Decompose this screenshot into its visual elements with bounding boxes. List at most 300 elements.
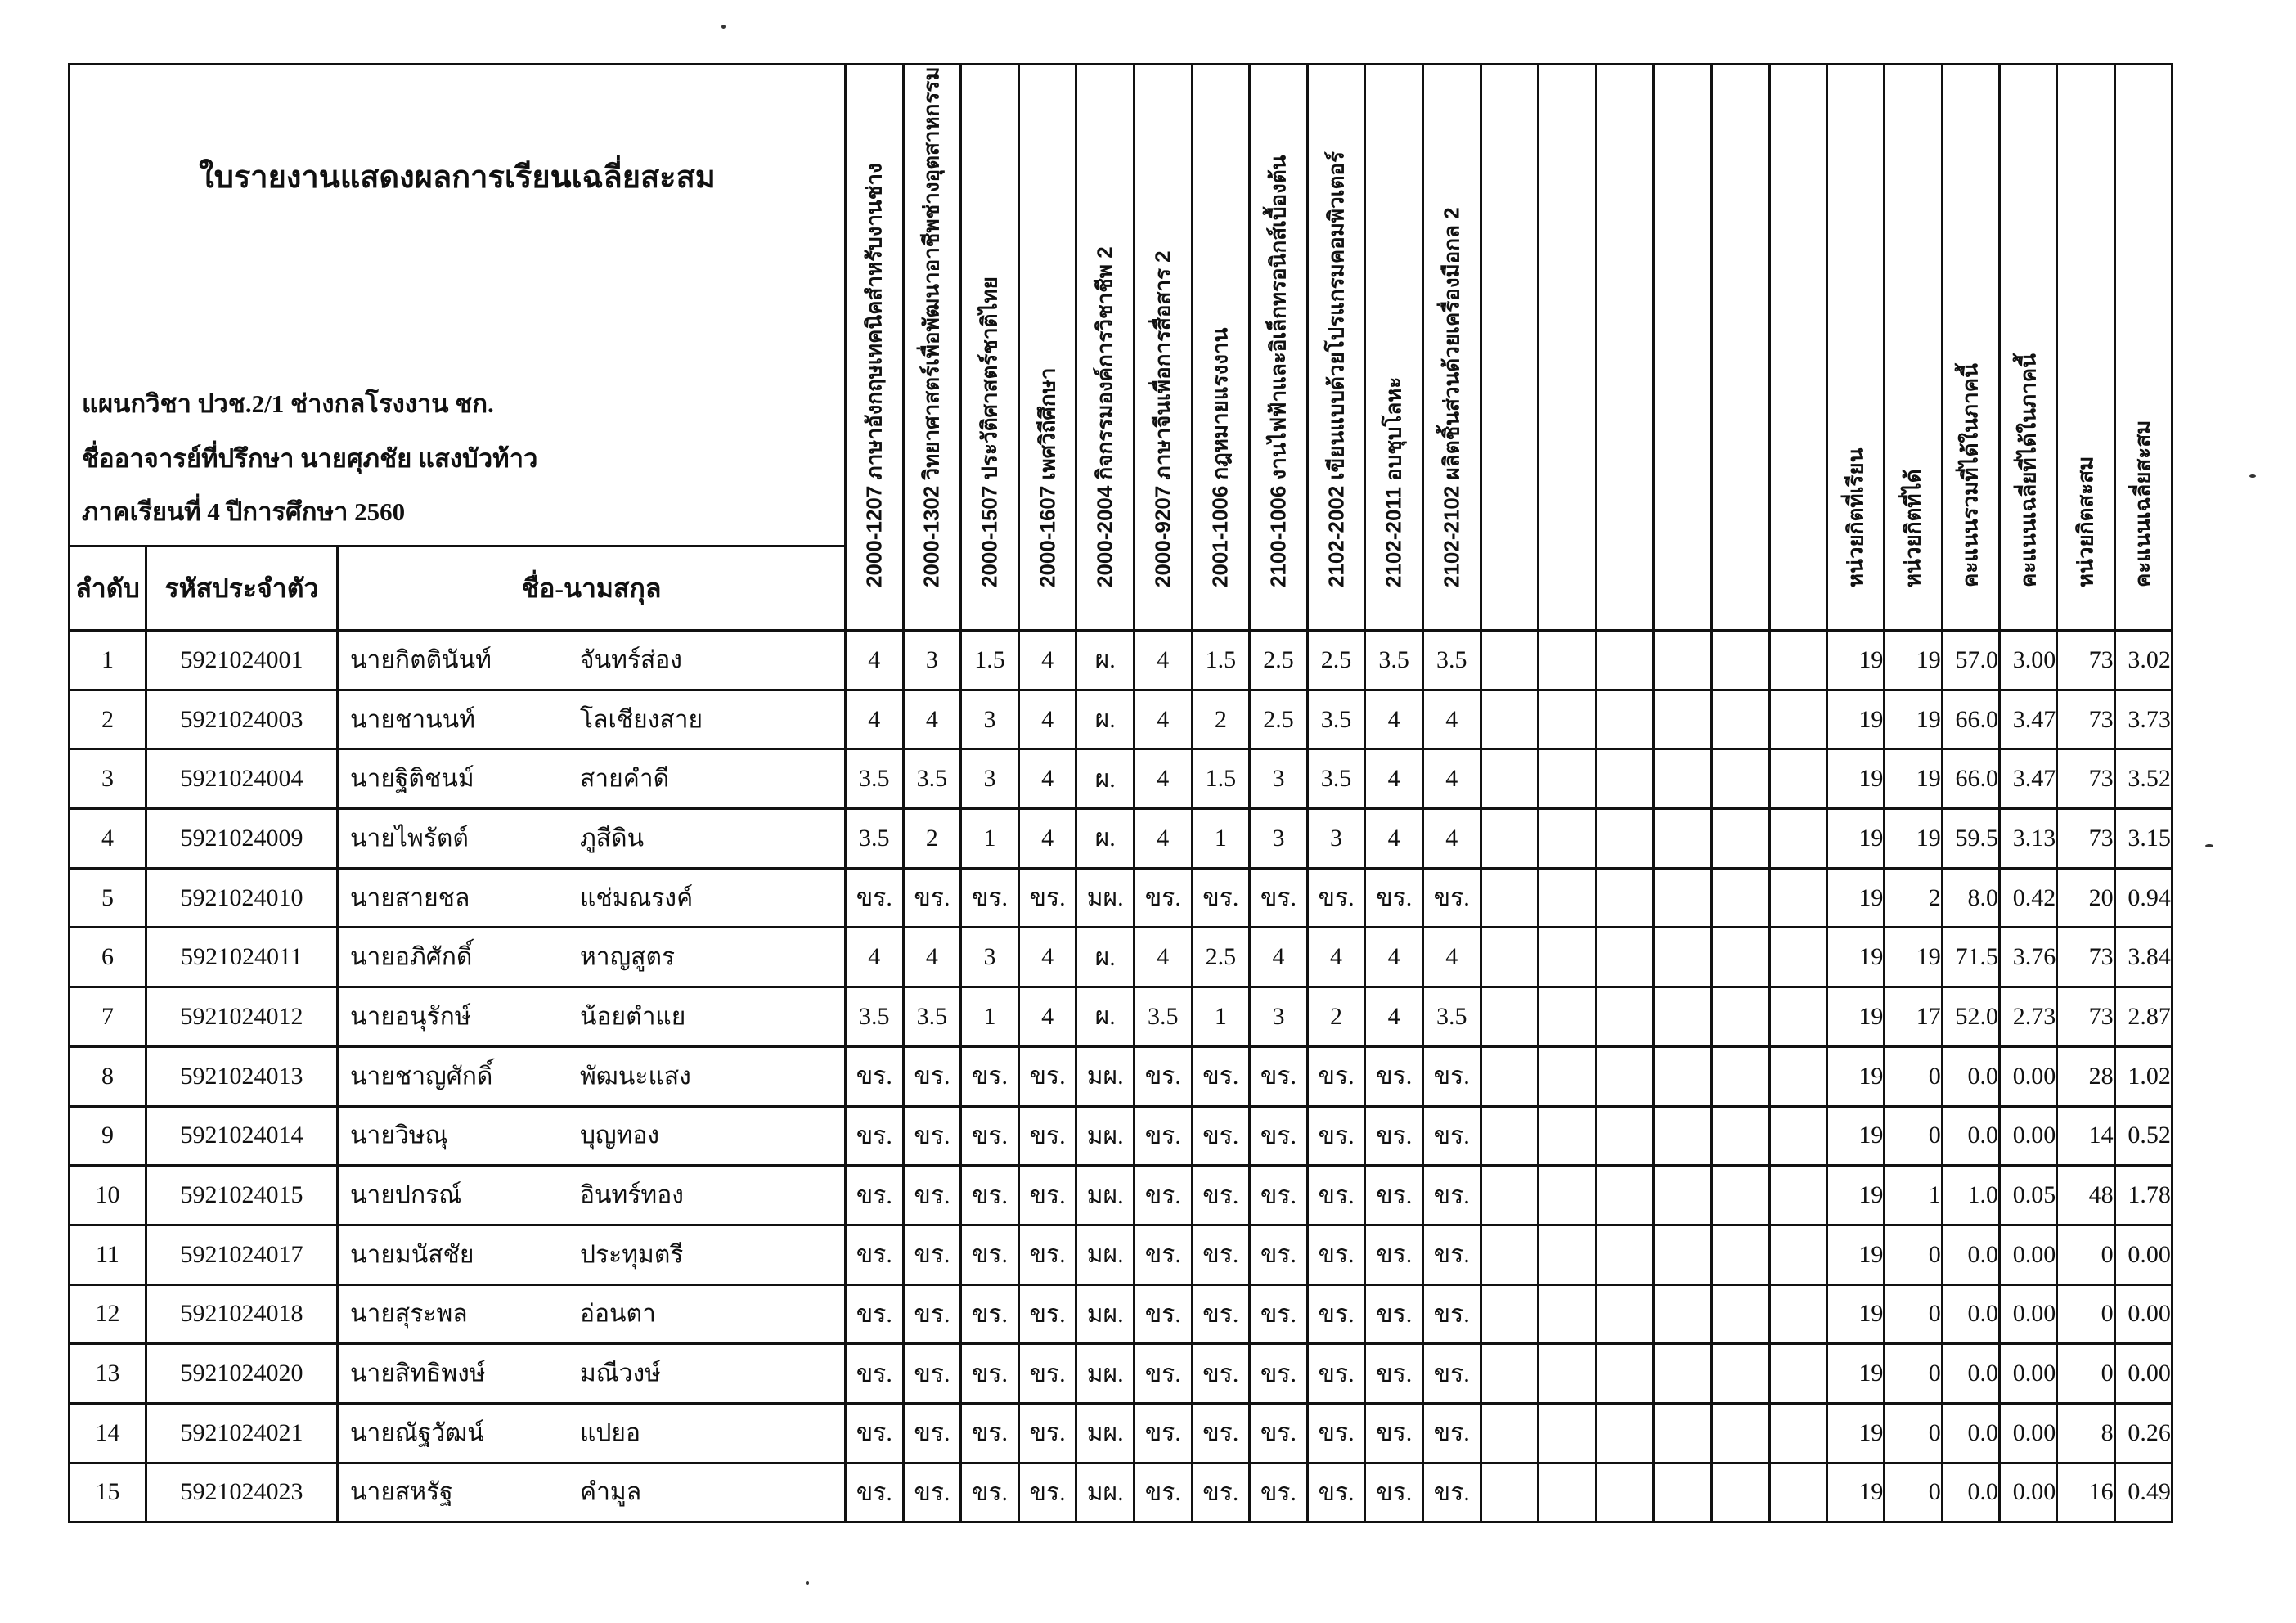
summary-cell: 14 <box>2057 1106 2114 1166</box>
subject-header-label: 2100-1006 งานไฟฟ้าและอิเล็กทรอนิกส์เบื้องต้น <box>1265 155 1291 587</box>
grade-cell: ขร. <box>1134 1403 1192 1463</box>
grade-cell <box>1711 1106 1769 1166</box>
summary-cell: 19 <box>1885 749 1942 809</box>
last-name: โลเชียงสาย <box>580 706 703 734</box>
last-name: พัฒนะแสง <box>580 1063 691 1090</box>
order-cell: 14 <box>70 1403 146 1463</box>
term-line: ภาคเรียนที่ 4 ปีการศึกษา 2560 <box>82 497 406 526</box>
last-name: อ่อนตา <box>580 1300 656 1328</box>
subject-header-label: 2000-1507 ประวัติศาสตร์ชาติไทย <box>977 276 1002 587</box>
grade-cell: ผ. <box>1076 690 1135 749</box>
grade-cell: 1 <box>1192 987 1250 1047</box>
summary-cell: 3.15 <box>2114 809 2172 869</box>
subject-header <box>1307 65 1365 631</box>
grade-cell <box>1769 868 1827 928</box>
subject-header-label: 2102-2011 อบชุบโลหะ <box>1381 376 1406 587</box>
grade-cell <box>1711 928 1769 987</box>
name-cell <box>338 1344 846 1404</box>
summary-cell: 0 <box>1885 1225 1942 1284</box>
grade-cell: 1 <box>961 809 1019 869</box>
summary-cell: 0.0 <box>1942 1463 1999 1522</box>
grade-cell: ขร. <box>1422 1403 1480 1463</box>
grade-cell <box>1654 631 1712 690</box>
grade-cell: 4 <box>1365 928 1423 987</box>
subject-header <box>846 65 904 631</box>
grade-cell: ขร. <box>1192 1403 1250 1463</box>
student-row <box>70 631 2172 690</box>
summary-cell: 19 <box>1827 1344 1885 1404</box>
grade-cell: 3.5 <box>1307 690 1365 749</box>
subject-header-label: 2000-2004 กิจกรรมองค์การวิชาชีพ 2 <box>1092 246 1117 587</box>
summary-cell: 0.49 <box>2114 1463 2172 1522</box>
summary-header-label: คะแนนรวมที่ได้ในภาคนี้ <box>1957 363 1983 587</box>
summary-cell: 3.76 <box>1999 928 2056 987</box>
last-name: ประทุมตรี <box>580 1241 684 1269</box>
grade-cell <box>1769 987 1827 1047</box>
summary-cell: 19 <box>1827 987 1885 1047</box>
summary-cell: 0.0 <box>1942 1403 1999 1463</box>
grade-cell: ขร. <box>1365 1225 1423 1284</box>
student-row <box>70 928 2172 987</box>
grade-cell <box>1539 1344 1597 1404</box>
order-cell: 4 <box>70 809 146 869</box>
grade-cell: ขร. <box>903 1344 961 1404</box>
grade-cell: 4 <box>846 928 904 987</box>
student-row <box>70 749 2172 809</box>
student-row <box>70 1344 2172 1404</box>
summary-cell: 0 <box>2057 1284 2114 1344</box>
summary-cell: 66.0 <box>1942 749 1999 809</box>
order-cell: 6 <box>70 928 146 987</box>
grade-cell: ขร. <box>903 1463 961 1522</box>
grade-cell: 3.5 <box>1307 749 1365 809</box>
summary-cell: 19 <box>1827 1225 1885 1284</box>
subject-header-label: 2001-1006 กฎหมายแรงงาน <box>1207 327 1233 587</box>
subject-header <box>1250 65 1308 631</box>
summary-cell: 0 <box>1885 1106 1942 1166</box>
grade-cell <box>1596 1106 1654 1166</box>
grade-cell: ขร. <box>846 1046 904 1106</box>
grade-cell: ขร. <box>961 1463 1019 1522</box>
grade-cell <box>1480 868 1539 928</box>
grade-cell: ขร. <box>1250 868 1308 928</box>
grade-cell: 3 <box>961 928 1019 987</box>
student-row <box>70 1166 2172 1225</box>
order-cell: 9 <box>70 1106 146 1166</box>
subject-header <box>1422 65 1480 631</box>
grade-cell: ขร. <box>1134 1344 1192 1404</box>
grade-cell: 4 <box>1134 749 1192 809</box>
student-row <box>70 1046 2172 1106</box>
grade-cell: ขร. <box>1192 1106 1250 1166</box>
last-name: อินทร์ทอง <box>580 1181 684 1209</box>
grade-cell <box>1539 749 1597 809</box>
scan-speck <box>2205 844 2213 847</box>
summary-cell: 19 <box>1827 749 1885 809</box>
summary-cell: 3.13 <box>1999 809 2056 869</box>
grade-cell: ขร. <box>1134 1225 1192 1284</box>
student-row <box>70 690 2172 749</box>
student-id-cell: 5921024014 <box>146 1106 338 1166</box>
summary-cell: 1.02 <box>2114 1046 2172 1106</box>
subject-header-label: 2102-2002 เขียนแบบด้วยโปรแกรมคอมพิวเตอร์ <box>1323 151 1349 587</box>
grade-cell: 3 <box>1250 749 1308 809</box>
first-name: นายไพรัตต์ <box>350 825 469 852</box>
summary-cell: 0 <box>1885 1463 1942 1522</box>
grade-cell: 3.5 <box>1365 631 1423 690</box>
grade-cell <box>1769 1046 1827 1106</box>
grade-cell: ขร. <box>903 1403 961 1463</box>
grade-cell: ขร. <box>846 1344 904 1404</box>
grade-cell: 4 <box>903 928 961 987</box>
grade-cell: 4 <box>1018 987 1076 1047</box>
grade-cell: ขร. <box>1192 868 1250 928</box>
order-cell: 3 <box>70 749 146 809</box>
grade-cell: ขร. <box>903 1106 961 1166</box>
summary-cell: 0.26 <box>2114 1403 2172 1463</box>
student-id-cell: 5921024012 <box>146 987 338 1047</box>
grade-cell: ขร. <box>961 1166 1019 1225</box>
grade-cell <box>1769 1284 1827 1344</box>
grade-cell <box>1711 809 1769 869</box>
grade-cell <box>1769 1106 1827 1166</box>
summary-cell: 3.47 <box>1999 749 2056 809</box>
summary-cell: 73 <box>2057 749 2114 809</box>
student-row <box>70 868 2172 928</box>
first-name: นายชานนท์ <box>350 706 475 734</box>
subject-header <box>961 65 1019 631</box>
grade-cell: ขร. <box>846 868 904 928</box>
grade-cell: ขร. <box>846 1225 904 1284</box>
grade-cell <box>1480 928 1539 987</box>
grade-cell: 3.5 <box>846 987 904 1047</box>
grade-cell: ขร. <box>1250 1463 1308 1522</box>
grade-cell: 1.5 <box>1192 631 1250 690</box>
grade-cell <box>1654 1463 1712 1522</box>
grade-cell <box>1711 690 1769 749</box>
grade-cell: ผ. <box>1076 749 1135 809</box>
summary-cell: 52.0 <box>1942 987 1999 1047</box>
grade-cell: มผ. <box>1076 1463 1135 1522</box>
summary-cell: 19 <box>1827 868 1885 928</box>
grade-cell: 4 <box>1018 631 1076 690</box>
grade-report-table <box>68 63 2173 1523</box>
grade-cell: ขร. <box>961 1106 1019 1166</box>
first-name: นายปกรณ์ <box>350 1181 462 1209</box>
summary-cell: 8 <box>2057 1403 2114 1463</box>
student-id-cell: 5921024015 <box>146 1166 338 1225</box>
advisor-line: ชื่ออาจารย์ที่ปรึกษา นายศุภชัย แสงบัวท้าว <box>82 444 538 473</box>
grade-cell: 3 <box>1250 987 1308 1047</box>
subject-header <box>1018 65 1076 631</box>
grade-cell: ขร. <box>1134 868 1192 928</box>
subject-header <box>1539 65 1597 631</box>
name-cell <box>338 928 846 987</box>
last-name: แช่มณรงค์ <box>580 884 694 912</box>
summary-header-label: คะแนนเฉลี่ยที่ได้ในภาคนี้ <box>2015 353 2041 587</box>
summary-cell: 17 <box>1885 987 1942 1047</box>
grade-cell: 3 <box>961 690 1019 749</box>
grade-cell <box>1539 1106 1597 1166</box>
summary-cell: 0.00 <box>1999 1106 2056 1166</box>
summary-cell: 2.87 <box>2114 987 2172 1047</box>
last-name: มณีวงษ์ <box>580 1360 661 1387</box>
summary-cell: 19 <box>1827 1106 1885 1166</box>
subject-header <box>1192 65 1250 631</box>
grade-cell: 4 <box>1134 690 1192 749</box>
summary-cell: 3.02 <box>2114 631 2172 690</box>
grade-cell: 3 <box>903 631 961 690</box>
summary-cell: 0 <box>1885 1284 1942 1344</box>
grade-cell: ขร. <box>903 868 961 928</box>
summary-cell: 0.00 <box>1999 1284 2056 1344</box>
grade-cell <box>1480 987 1539 1047</box>
subject-header <box>1134 65 1192 631</box>
grade-cell: ขร. <box>1422 1166 1480 1225</box>
first-name: นายสหรัฐ <box>350 1478 453 1506</box>
student-id-cell: 5921024011 <box>146 928 338 987</box>
grade-cell: ขร. <box>961 1046 1019 1106</box>
grade-cell: ขร. <box>1018 1344 1076 1404</box>
student-row <box>70 809 2172 869</box>
summary-cell: 0.00 <box>1999 1046 2056 1106</box>
grade-cell <box>1480 1284 1539 1344</box>
grade-cell <box>1654 987 1712 1047</box>
grade-cell: ขร. <box>1018 1166 1076 1225</box>
grade-cell <box>1539 987 1597 1047</box>
summary-cell: 19 <box>1885 928 1942 987</box>
last-name: แปยอ <box>580 1419 640 1447</box>
grade-cell <box>1480 1403 1539 1463</box>
subject-header-label: 2000-1207 ภาษาอังกฤษเทคนิคสำหรับงานช่าง <box>861 163 887 587</box>
grade-cell: มผ. <box>1076 1344 1135 1404</box>
grade-cell: 3.5 <box>1422 631 1480 690</box>
grade-cell <box>1769 1166 1827 1225</box>
grade-cell <box>1711 631 1769 690</box>
summary-cell: 19 <box>1827 928 1885 987</box>
grade-cell: 3 <box>1307 809 1365 869</box>
summary-cell: 3.73 <box>2114 690 2172 749</box>
grade-cell <box>1596 631 1654 690</box>
name-cell <box>338 1403 846 1463</box>
grade-cell: ขร. <box>1250 1344 1308 1404</box>
grade-cell <box>1654 1344 1712 1404</box>
first-name: นายณัฐวัฒน์ <box>350 1419 484 1447</box>
grade-cell: ขร. <box>903 1046 961 1106</box>
summary-cell: 0 <box>1885 1403 1942 1463</box>
subject-header <box>1076 65 1135 631</box>
grade-cell <box>1654 1225 1712 1284</box>
grade-cell <box>1596 749 1654 809</box>
student-id-cell: 5921024013 <box>146 1046 338 1106</box>
student-row <box>70 1106 2172 1166</box>
grade-cell: ขร. <box>1307 1344 1365 1404</box>
summary-cell: 0.00 <box>2114 1344 2172 1404</box>
grade-cell: ขร. <box>1192 1046 1250 1106</box>
grade-cell: ขร. <box>1365 1463 1423 1522</box>
name-cell <box>338 631 846 690</box>
order-header: ลำดับ <box>70 546 146 631</box>
grade-cell <box>1711 868 1769 928</box>
last-name: น้อยตำแย <box>580 1003 686 1031</box>
subject-header <box>1711 65 1769 631</box>
grade-cell: ขร. <box>1018 1463 1076 1522</box>
summary-cell: 1.78 <box>2114 1166 2172 1225</box>
summary-cell: 0.05 <box>1999 1166 2056 1225</box>
name-cell <box>338 749 846 809</box>
grade-cell: ขร. <box>1250 1046 1308 1106</box>
grade-cell: ขร. <box>961 868 1019 928</box>
student-id-cell: 5921024001 <box>146 631 338 690</box>
grade-cell: 3 <box>961 749 1019 809</box>
last-name: จันทร์ส่อง <box>580 646 682 674</box>
grade-cell: ขร. <box>1365 1166 1423 1225</box>
student-id-cell: 5921024023 <box>146 1463 338 1522</box>
grade-cell <box>1480 809 1539 869</box>
student-id-cell: 5921024009 <box>146 809 338 869</box>
first-name: นายสายชล <box>350 884 470 912</box>
grade-cell: ผ. <box>1076 631 1135 690</box>
grade-cell: ขร. <box>1422 1106 1480 1166</box>
summary-header-label: หน่วยกิตที่เรียน <box>1843 447 1868 587</box>
grade-cell: 4 <box>1018 749 1076 809</box>
grade-cell: ขร. <box>1422 1046 1480 1106</box>
grade-cell: ขร. <box>1307 1166 1365 1225</box>
summary-cell: 0.52 <box>2114 1106 2172 1166</box>
summary-header <box>1827 65 1885 631</box>
grade-cell: 2 <box>1307 987 1365 1047</box>
grade-cell <box>1654 928 1712 987</box>
grade-cell <box>1654 749 1712 809</box>
summary-cell: 59.5 <box>1942 809 1999 869</box>
grade-cell: ขร. <box>846 1463 904 1522</box>
grade-cell: 4 <box>1365 749 1423 809</box>
grade-cell: ขร. <box>1018 868 1076 928</box>
grade-cell: 1.5 <box>961 631 1019 690</box>
grade-cell: มผ. <box>1076 1403 1135 1463</box>
grade-cell: 4 <box>1018 809 1076 869</box>
grade-cell: ขร. <box>1018 1046 1076 1106</box>
grade-cell <box>1769 1225 1827 1284</box>
grade-cell: 3.5 <box>1422 987 1480 1047</box>
grade-cell: ขร. <box>1250 1284 1308 1344</box>
summary-cell: 73 <box>2057 809 2114 869</box>
summary-cell: 57.0 <box>1942 631 1999 690</box>
summary-header <box>1999 65 2056 631</box>
summary-header-label: หน่วยกิตที่ได้ <box>1900 469 1925 587</box>
grade-cell: ขร. <box>1192 1284 1250 1344</box>
first-name: นายกิตตินันท์ <box>350 646 492 674</box>
grade-cell: 4 <box>1422 749 1480 809</box>
grade-cell: 4 <box>1134 928 1192 987</box>
grade-cell <box>1539 631 1597 690</box>
grade-cell <box>1596 1166 1654 1225</box>
student-id-cell: 5921024021 <box>146 1403 338 1463</box>
grade-cell: ขร. <box>1307 1046 1365 1106</box>
grade-cell <box>1654 1284 1712 1344</box>
student-id-cell: 5921024004 <box>146 749 338 809</box>
first-name: นายมนัสชัย <box>350 1241 474 1269</box>
grade-cell: ขร. <box>1018 1284 1076 1344</box>
summary-cell: 0.00 <box>1999 1225 2056 1284</box>
grade-cell: ขร. <box>1192 1463 1250 1522</box>
grade-cell <box>1596 987 1654 1047</box>
grade-cell: 4 <box>1018 690 1076 749</box>
summary-cell: 0.0 <box>1942 1284 1999 1344</box>
student-row <box>70 1463 2172 1522</box>
grade-cell <box>1654 1046 1712 1106</box>
summary-cell: 19 <box>1827 631 1885 690</box>
grade-cell <box>1596 1284 1654 1344</box>
grade-cell: ขร. <box>961 1403 1019 1463</box>
grade-cell <box>1654 868 1712 928</box>
summary-cell: 19 <box>1827 1284 1885 1344</box>
summary-cell: 3.00 <box>1999 631 2056 690</box>
grade-cell: ขร. <box>1018 1106 1076 1166</box>
grade-cell: 4 <box>1422 809 1480 869</box>
grade-cell <box>1596 809 1654 869</box>
first-name: นายชาญศักดิ์ <box>350 1063 493 1090</box>
first-name: นายสิทธิพงษ์ <box>350 1360 486 1387</box>
grade-cell: 2 <box>1192 690 1250 749</box>
order-cell: 8 <box>70 1046 146 1106</box>
grade-cell: ขร. <box>1134 1284 1192 1344</box>
summary-cell: 0.00 <box>1999 1344 2056 1404</box>
first-name: นายอนุรักษ์ <box>350 1003 471 1031</box>
subject-header <box>1654 65 1712 631</box>
grade-cell <box>1711 987 1769 1047</box>
student-id-cell: 5921024018 <box>146 1284 338 1344</box>
grade-cell <box>1596 1463 1654 1522</box>
grade-cell: ผ. <box>1076 928 1135 987</box>
summary-cell: 73 <box>2057 928 2114 987</box>
order-cell: 13 <box>70 1344 146 1404</box>
summary-header <box>1885 65 1942 631</box>
summary-cell: 19 <box>1885 631 1942 690</box>
order-cell: 2 <box>70 690 146 749</box>
grade-cell: ขร. <box>1422 1463 1480 1522</box>
summary-cell: 0.0 <box>1942 1225 1999 1284</box>
summary-cell: 19 <box>1827 1166 1885 1225</box>
grade-cell: ขร. <box>1365 1403 1423 1463</box>
grade-cell <box>1711 1225 1769 1284</box>
scan-speck <box>2249 474 2256 478</box>
grade-cell: ขร. <box>1307 868 1365 928</box>
grade-cell <box>1480 1106 1539 1166</box>
grade-cell <box>1769 690 1827 749</box>
last-name: บุญทอง <box>580 1122 660 1149</box>
summary-cell: 20 <box>2057 868 2114 928</box>
grade-cell <box>1480 1166 1539 1225</box>
grade-cell: 3.5 <box>846 749 904 809</box>
name-cell <box>338 1166 846 1225</box>
grade-cell <box>1654 809 1712 869</box>
grade-cell: 2.5 <box>1250 690 1308 749</box>
grade-cell <box>1480 1225 1539 1284</box>
grade-cell: ขร. <box>1192 1166 1250 1225</box>
grade-cell <box>1480 1046 1539 1106</box>
grade-cell: ขร. <box>1365 1106 1423 1166</box>
name-cell <box>338 1284 846 1344</box>
grade-cell: ขร. <box>846 1106 904 1166</box>
summary-cell: 19 <box>1827 1403 1885 1463</box>
grade-cell: 3.5 <box>1134 987 1192 1047</box>
grade-cell: ขร. <box>1365 1344 1423 1404</box>
summary-header-label: หน่วยกิตสะสม <box>2073 456 2098 587</box>
grade-cell: ขร. <box>1192 1225 1250 1284</box>
grade-cell <box>1711 749 1769 809</box>
name-cell <box>338 690 846 749</box>
